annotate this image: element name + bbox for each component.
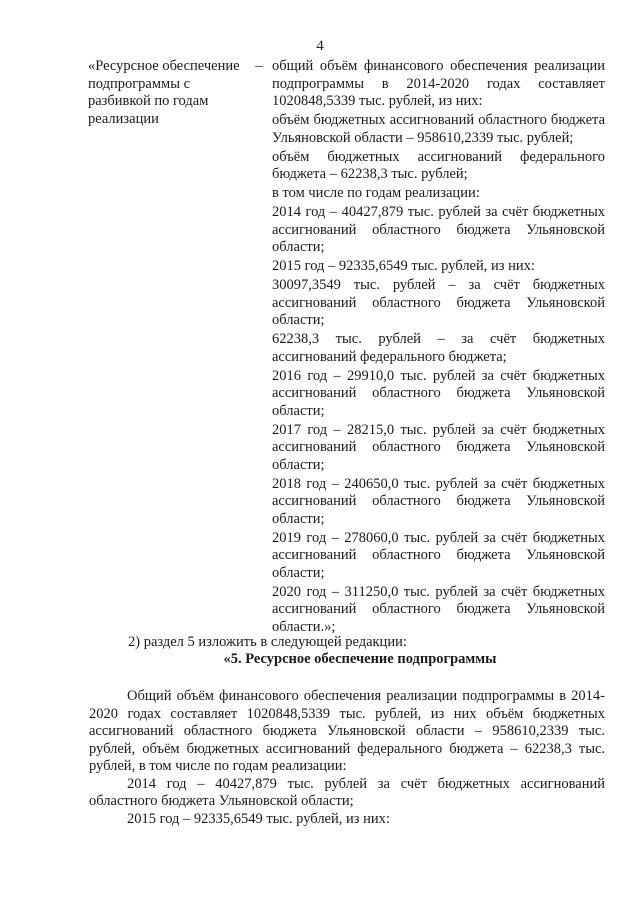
passport-line: 2014 год – 40427,879 тыс. рублей за счёт бюджетных ассигнований областного бюджета Ульяновской области; [272,204,605,255]
passport-line: 62238,3 тыс. рублей – за счёт бюджетных ассигнований федерального бюджета; [272,331,605,365]
passport-line: 30097,3549 тыс. рублей – за счёт бюджетных ассигнований областного бюджета Ульяновской области; [272,277,605,328]
body-paragraph: 2014 год – 40427,879 тыс. рублей за счёт бюджетных ассигнований областного бюджета Ульяновской области; [89,775,605,809]
passport-line: 2017 год – 28215,0 тыс. рублей за счёт бюджетных ассигнований областного бюджета Ульяновской области; [272,421,605,473]
passport-value [272,58,605,638]
body-paragraph: 2015 год – 92335,6549 тыс. рублей, из них: [127,810,390,827]
passport-label: «Ресурсное обеспечение подпрограммы с разбивкой по годам реализации [88,58,240,127]
passport-line: объём бюджетных ассигнований федерального бюджета – 62238,3 тыс. рублей; [272,148,605,182]
body-paragraph: Общий объём финансового обеспечения реализации подпрограммы в 2014-2020 годах составляет 1020848,5339 тыс. рублей, из них объём бюджетных ассигнований областного бюджета Ульяновской области – 958610,2339 тыс. рублей, объём бюджетных ассигнований федерального бюджета – 62238,3 тыс. рублей, в том числе по годам реализации: [89,688,605,774]
passport-line: 2020 год – 311250,0 тыс. рублей за счёт бюджетных ассигнований областного бюджета Ульяновской области.»; [272,583,605,635]
amendment-instruction: 2) раздел 5 изложить в следующей редакции: [128,634,407,650]
passport-line: общий объём финансового обеспечения реализации подпрограммы в 2014-2020 годах составляет 1020848,5339 тыс. рублей, из них: [272,58,605,109]
passport-line: 2016 год – 29910,0 тыс. рублей за счёт бюджетных ассигнований областного бюджета Ульяновской области; [272,367,605,419]
passport-line: в том числе по годам реализации: [272,185,480,201]
section-body [89,688,605,828]
section-heading: «5. Ресурсное обеспечение подпрограммы [223,651,497,667]
passport-line: 2019 год – 278060,0 тыс. рублей за счёт бюджетных ассигнований областного бюджета Ульяновской области; [272,529,605,581]
page-number: 4 [316,38,324,54]
passport-dash: – [255,58,263,74]
passport-line: 2015 год – 92335,6549 тыс. рублей, из них: [272,258,535,274]
passport-line: объём бюджетных ассигнований областного бюджета Ульяновской области – 958610,2339 тыс. рублей; [272,112,605,146]
passport-line: 2018 год – 240650,0 тыс. рублей за счёт бюджетных ассигнований областного бюджета Ульяновской области; [272,475,605,527]
passport-row [88,58,608,638]
passport-table [88,58,608,638]
